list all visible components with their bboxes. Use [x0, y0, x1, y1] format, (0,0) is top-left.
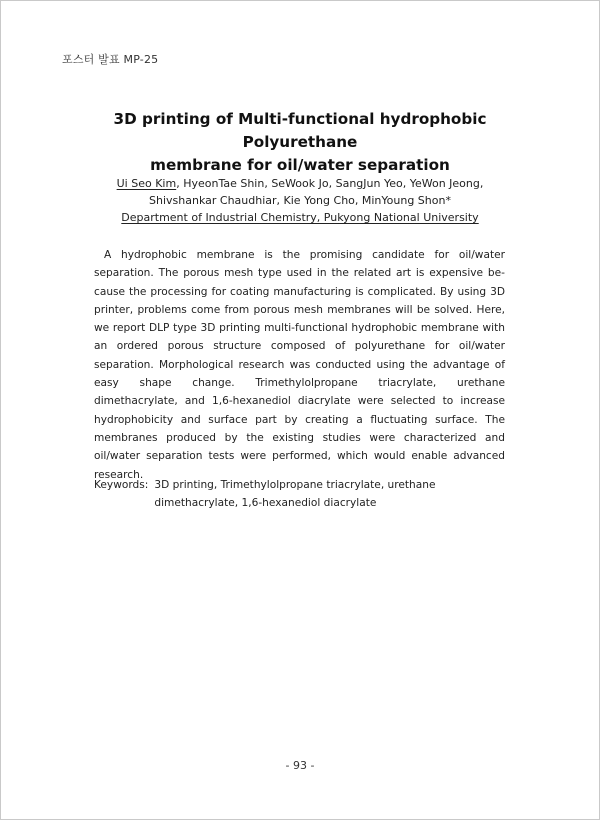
- presenting-author: Ui Seo Kim: [116, 177, 177, 190]
- affiliation: Department of Industrial Chemistry, Pukyong National University: [121, 211, 479, 224]
- author-line-2: Shivshankar Chaudhiar, Kie Yong Cho, MinYoung Shon*: [149, 194, 451, 207]
- co-authors-line-1: , HyeonTae Shin, SeWook Jo, SangJun Yeo, YeWon Jeong,: [176, 177, 484, 190]
- session-label: 포스터 발표 MP-25: [62, 53, 159, 66]
- paper-title: [60, 108, 540, 177]
- author-block: [60, 175, 540, 226]
- author-line-1: [60, 175, 540, 192]
- abstract-text: A hydrophobic membrane is the promising candidate for oil/water separation. The porous mesh type used in the related art is expensive be-cause the processing for coating manufacturing is complicated. By using 3D printer, problems come from porous mesh membranes will be solved. Here, we report DLP type 3D printing multi-functional hydrophobic membrane with an ordered porous structure composed of polyurethane for oil/water separation. Morphological research was conducted using the advantage of easy shape change. Trimethylolpropane triacrylate, urethane dimethacrylate, and 1,6-hexanediol diacrylate were selected to increase hydrophobicity and surface part by creating a fluctuating surface. The membranes produced by the existing studies were characterized and oil/water separation tests were performed, which would enable advanced research.: [94, 249, 505, 481]
- keywords-label: Keywords:: [94, 479, 149, 491]
- page-number: - 93 -: [285, 759, 315, 772]
- title-line-2: membrane for oil/water separation: [150, 156, 450, 174]
- keywords-block: [94, 476, 505, 513]
- title-line-1: 3D printing of Multi-functional hydrophobic Polyurethane: [113, 110, 487, 151]
- keywords-text: 3D printing, Trimethylolpropane triacrylate, urethane dimethacrylate, 1,6-hexanediol diacrylate: [154, 479, 436, 510]
